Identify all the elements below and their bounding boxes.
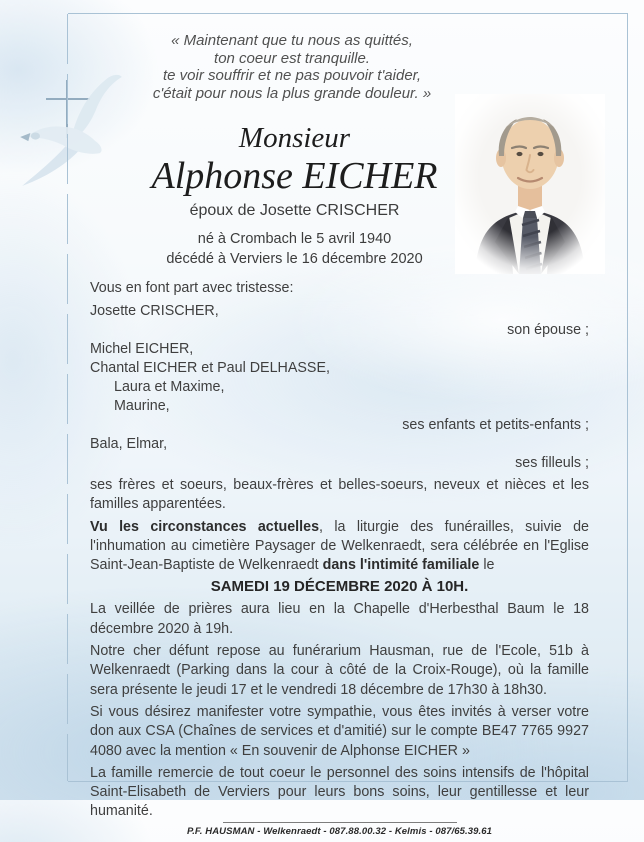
deceased-name: Alphonse EICHER	[151, 155, 438, 197]
ceremony-bold-intimacy: dans l'intimité familiale	[322, 557, 480, 574]
funeral-date: SAMEDI 19 DÉCEMBRE 2020 À 10H.	[210, 578, 469, 596]
funeral-home-info: P.F. HAUSMAN - Welkenraedt - 087.88.00.32 - Kelmis - 087/65.39.61	[186, 825, 492, 837]
card-content	[68, 14, 627, 837]
family-children-role: ses enfants et petits-enfants ;	[402, 417, 589, 433]
honorific-title: Monsieur	[238, 122, 351, 154]
family-grandchild: Maurine,	[114, 398, 170, 414]
life-dates	[90, 230, 499, 269]
family-wife-role: son épouse ;	[507, 322, 589, 338]
donation-paragraph: Si vous désirez manifester votre sympathie, vous êtes invités à verser votre don aux CSA (Chaînes de services et d'amitié) sur le compte BE47 7765 9927 4080 avec la mention « En souvenir de Alphonse EICHER »	[90, 703, 589, 759]
spouse-line: époux de Josette CRISCHER	[189, 202, 400, 219]
family-child: Michel EICHER,	[90, 341, 194, 357]
quote-line: c'était pour nous la plus grande douleur. »	[152, 84, 432, 102]
birth-line: né à Crombach le 5 avril 1940	[197, 231, 392, 247]
deceased-header	[90, 122, 499, 269]
quote-line: « Maintenant que tu nous as quittés,	[171, 32, 413, 49]
thanks-paragraph: La famille remercie de tout coeur le personnel des soins intensifs de l'hôpital Saint-Elisabeth de Verviers pour leurs bons soins, leur gentillesse et leur humanité.	[90, 764, 589, 820]
ceremony-text-2: le	[479, 557, 495, 574]
family-godchildren-role: ses filleuls ;	[515, 455, 589, 471]
card-frame	[68, 13, 628, 837]
announcement-intro: Vous en font part avec tristesse:	[90, 280, 294, 296]
ceremony-paragraph	[90, 518, 589, 576]
family-wife: Josette CRISCHER,	[90, 303, 219, 319]
memorial-quote	[90, 32, 494, 102]
ceremony-text-1: , la liturgie des funérailles, suivie de l'inhumation au cimetière Paysager de Welkenraedt, sera célébrée en l'Eglise Saint-Jean-Baptiste de Welkenraedt	[90, 518, 589, 574]
ceremony-bold-intro: Vu les circonstances actuelles	[90, 518, 320, 535]
family-child: Chantal EICHER et Paul DELHASSE,	[90, 360, 330, 376]
repose-paragraph: Notre cher défunt repose au funérarium Hausman, rue de l'Ecole, 51b à Welkenraedt (Parking dans la cour à côté de la Croix-Rouge), où la famille sera présente le jeudi 17 et le vendredi 18 décembre de 17h30 à 18h30.	[90, 643, 589, 698]
family-godchildren: Bala, Elmar,	[90, 436, 168, 452]
quote-line: te voir souffrir et ne pas pouvoir t'aider,	[163, 67, 421, 84]
family-grandchild: Laura et Maxime,	[114, 379, 225, 395]
footer-divider	[223, 822, 457, 823]
quote-line: ton coeur est tranquille.	[214, 49, 370, 67]
death-line: décédé à Verviers le 16 décembre 2020	[166, 250, 423, 267]
family-relatives: ses frères et soeurs, beaux-frères et belles-soeurs, neveux et nièces et les familles apparentées.	[90, 477, 589, 513]
funeral-home-footer	[90, 822, 589, 842]
vigil-paragraph: La veillée de prières aura lieu en la Chapelle d'Herbesthal Baum le 18 décembre 2020 à 19h.	[90, 601, 589, 637]
